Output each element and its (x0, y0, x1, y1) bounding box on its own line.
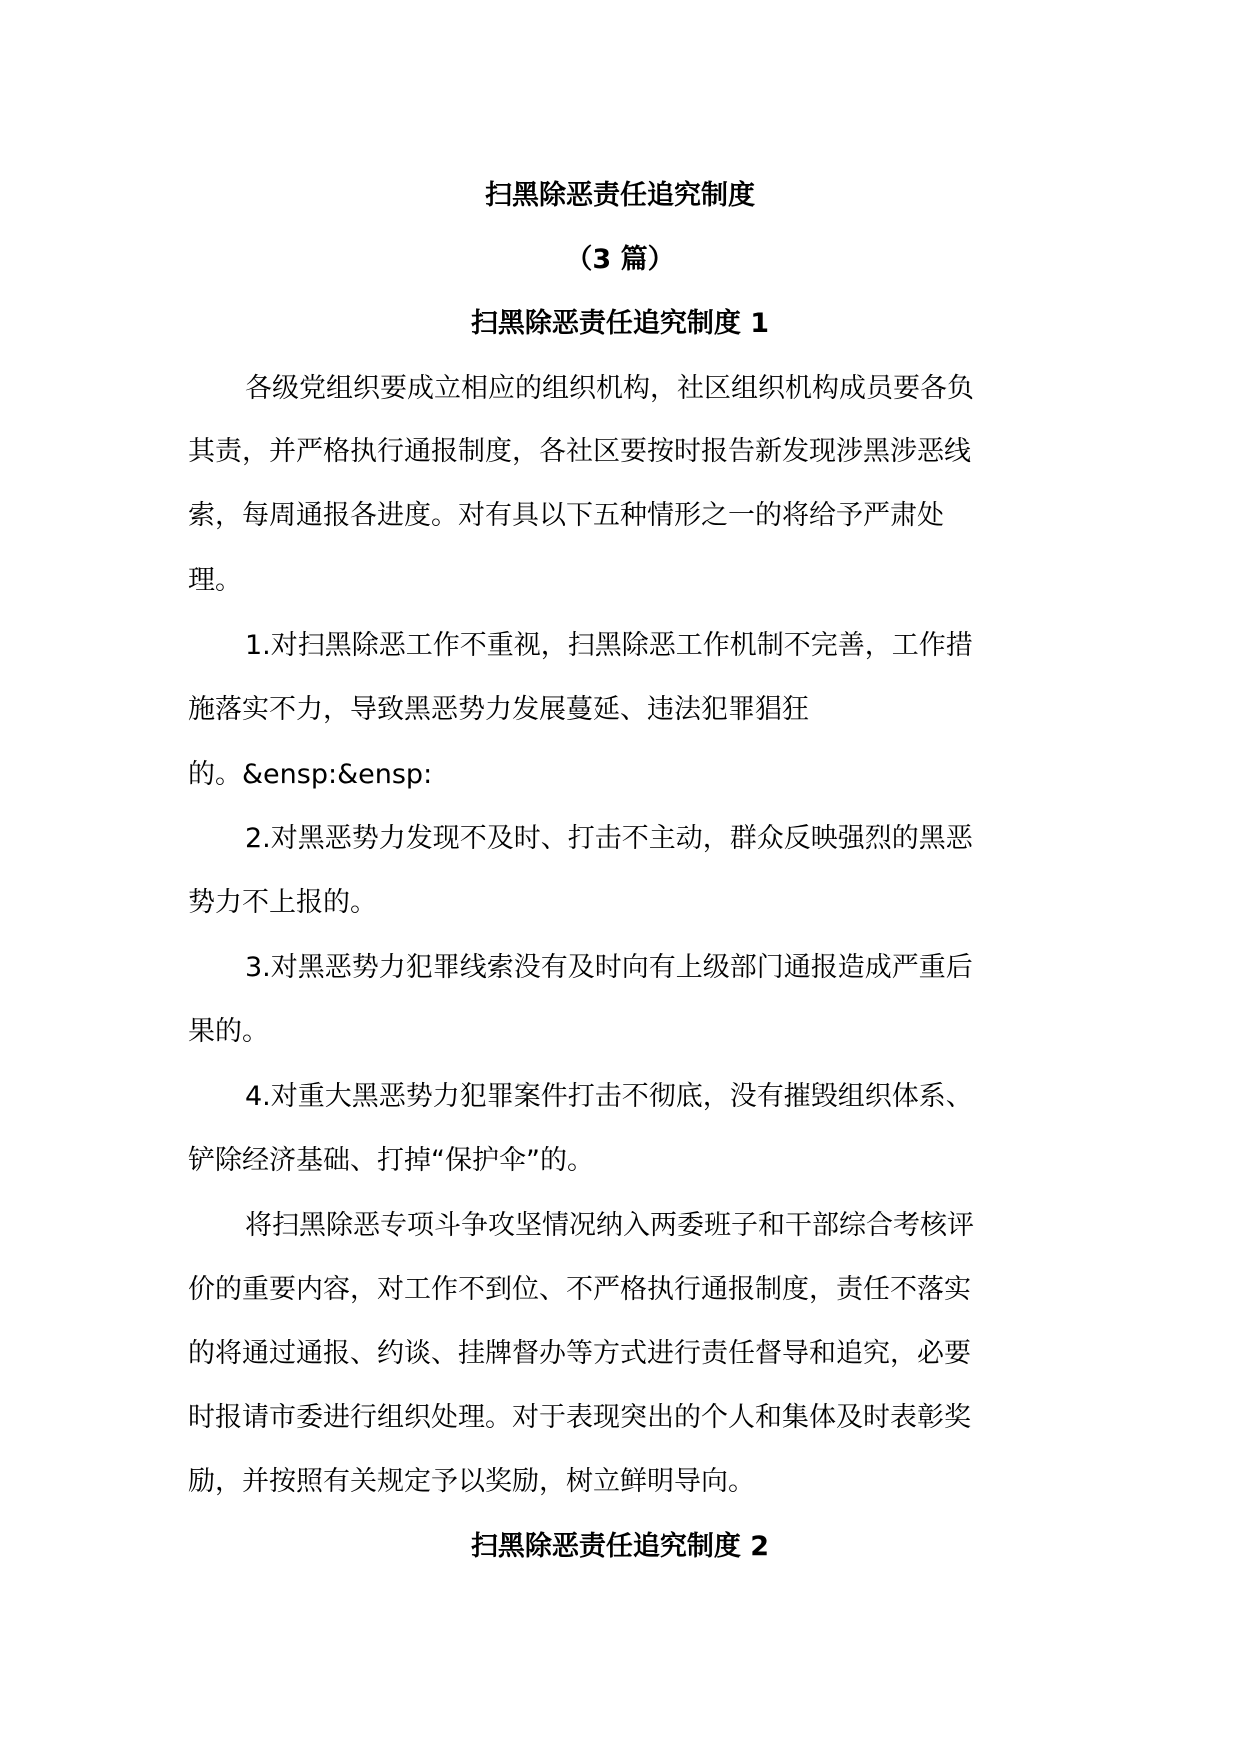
list-item-line: 3.对黑恶势力犯罪线索没有及时向有上级部门通报造成严重后 (245, 952, 973, 983)
paragraph-line: 理。 (188, 565, 242, 596)
paragraph-line: 索，每周通报各进度。对有具以下五种情形之一的将给予严肃处 (188, 500, 944, 531)
list-item-line: 果的。 (188, 1016, 269, 1047)
list-item-line: 2.对黑恶势力发现不及时、打击不主动，群众反映强烈的黑恶 (245, 823, 973, 854)
paragraph-line: 其责，并严格执行通报制度，各社区要按时报告新发现涉黑涉恶线 (188, 436, 971, 467)
list-item-line: 的。&ensp:&ensp: (188, 759, 433, 790)
list-item-line: 施落实不力，导致黑恶势力发展蔓延、违法犯罪猖狂 (188, 694, 809, 725)
paragraph-line: 价的重要内容，对工作不到位、不严格执行通报制度，责任不落实 (188, 1274, 971, 1305)
list-item-line: 4.对重大黑恶势力犯罪案件打击不彻底，没有摧毁组织体系、 (245, 1081, 973, 1112)
section-2-heading: 扫黑除恶责任追究制度 2 (470, 1531, 770, 1562)
paragraph-line: 各级党组织要成立相应的组织机构，社区组织机构成员要各负 (245, 373, 974, 404)
paragraph-line: 将扫黑除恶专项斗争攻坚情况纳入两委班子和干部综合考核评 (245, 1210, 974, 1241)
section-1-heading: 扫黑除恶责任追究制度 1 (470, 308, 770, 339)
paragraph-line: 的将通过通报、约谈、挂牌督办等方式进行责任督导和追究，必要 (188, 1338, 971, 1369)
document-subtitle: （3 篇） (565, 244, 675, 275)
list-item-line: 1.对扫黑除恶工作不重视，扫黑除恶工作机制不完善，工作措 (245, 630, 973, 661)
paragraph-line: 时报请市委进行组织处理。对于表现突出的个人和集体及时表彰奖 (188, 1402, 971, 1433)
paragraph-line: 励，并按照有关规定予以奖励，树立鲜明导向。 (188, 1466, 755, 1497)
list-item-line: 势力不上报的。 (188, 887, 377, 918)
document-title: 扫黑除恶责任追究制度 (485, 180, 755, 211)
list-item-line: 铲除经济基础、打掉“保护伞”的。 (188, 1145, 594, 1176)
